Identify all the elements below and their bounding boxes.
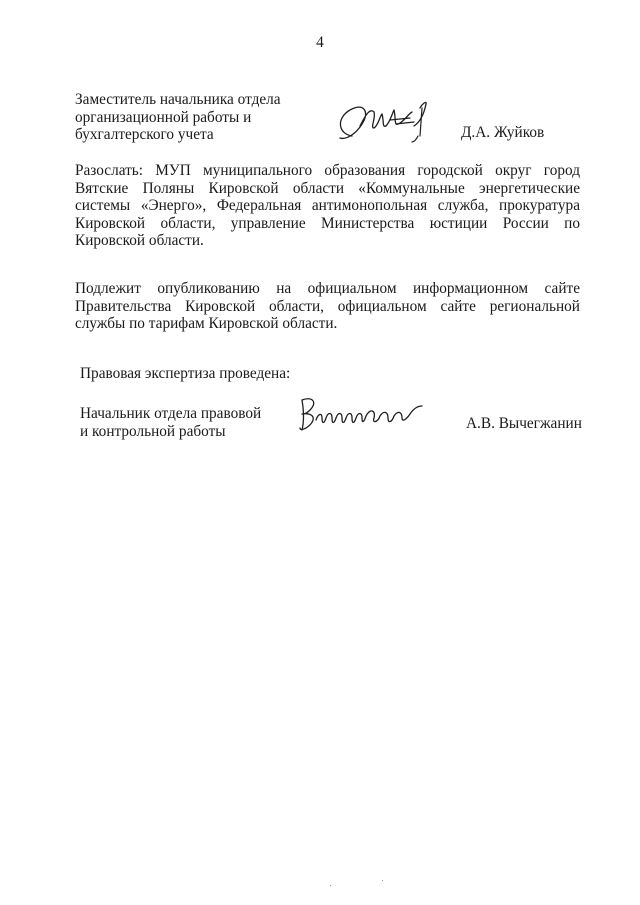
scan-speck [330,885,331,886]
deputy-title-line: организационной работы и [75,108,252,126]
deputy-title-line: Заместитель начальника отдела [75,91,281,108]
publication-paragraph: Подлежит опубликованию на официальном информационном сайте Правительства Кировской области, официальном сайте региональной службы по тарифам Кировской области. [75,280,580,332]
chief-signature [292,392,442,440]
legal-review-note: Правовая экспертиза проведена: [80,365,291,382]
distribution-paragraph: Разослать: МУП муниципального образования городской округ город Вятские Поляны Кировской области «Коммунальные энергетические системы «Энерго», Федеральная антимонопольная служба, прокуратура Кировской области, управление Министерства юстиции России по Кировской области. [75,162,580,249]
page-number: 4 [316,34,324,51]
scan-speck [382,880,383,881]
chief-title-line: Начальник отдела правовой [80,405,262,422]
deputy-signature [330,96,448,152]
chief-title [80,405,280,440]
chief-title-line: и контрольной работы [80,422,226,440]
deputy-name: Д.А. Жуйков [461,124,545,141]
deputy-title [75,91,305,144]
deputy-title-line: бухгалтерского учета [75,126,214,143]
chief-name: А.В. Вычегжанин [466,415,582,432]
